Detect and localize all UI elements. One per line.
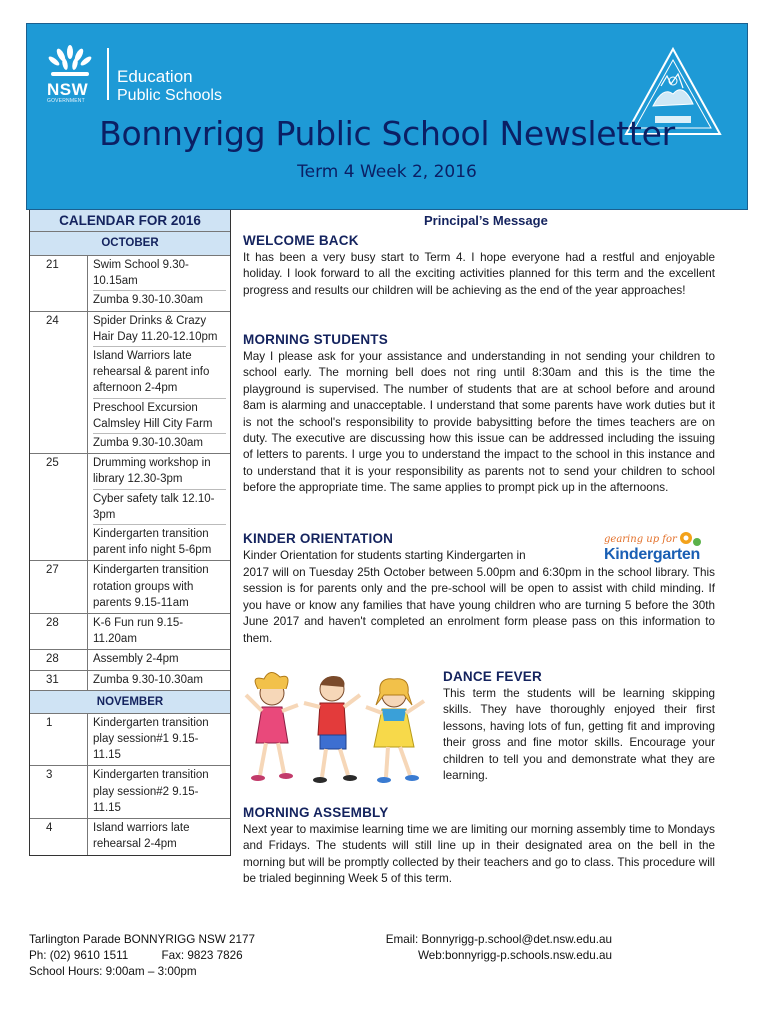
calendar-events bbox=[88, 454, 230, 560]
calendar-date: 21 bbox=[30, 256, 88, 311]
school-address: Tarlington Parade BONNYRIGG NSW 2177 bbox=[29, 933, 256, 946]
calendar-date: 1 bbox=[30, 714, 88, 766]
dance-fever-heading: DANCE FEVER bbox=[443, 669, 542, 684]
calendar-event: Kindergarten transition parent info night 5-6pm bbox=[93, 528, 212, 557]
kinder-orientation-heading: KINDER ORIENTATION bbox=[243, 531, 394, 546]
calendar-event: Spider Drinks & Crazy Hair Day 11.20-12.10pm bbox=[93, 313, 226, 347]
newsletter-header bbox=[26, 23, 748, 210]
government-wordmark: GOVERNMENT bbox=[47, 98, 85, 104]
calendar-row bbox=[30, 454, 230, 561]
calendar-row bbox=[30, 312, 230, 455]
morning-assembly-text: Next year to maximise learning time we are limiting our morning assembly time to Mondays and Fridays. The students will still line up in their designated area on the bell in the morning but will be promptly collected by their teachers and go to class. This procedure will be trialed beginning Week 5 of this term. bbox=[243, 823, 715, 886]
kinder-logo-word: Kindergarten bbox=[604, 546, 700, 563]
calendar-events bbox=[88, 256, 230, 311]
calendar-row bbox=[30, 714, 230, 767]
nsw-education-logo bbox=[41, 42, 241, 106]
morning-assembly-heading: MORNING ASSEMBLY bbox=[243, 805, 389, 820]
nsw-government-logo bbox=[41, 42, 103, 106]
kinder-logo-tagline: gearing up for bbox=[604, 534, 677, 545]
calendar-month-october: OCTOBER bbox=[30, 232, 230, 256]
newsletter-subtitle: Term 4 Week 2, 2016 bbox=[297, 162, 477, 182]
phone-fax-line bbox=[29, 948, 255, 964]
calendar-event: Kindergarten transition play session#2 9.15-11.15 bbox=[93, 769, 209, 814]
calendar-event: Swim School 9.30-10.15am bbox=[93, 257, 226, 291]
newsletter-title: Bonnyrigg Public School Newsletter bbox=[99, 114, 675, 153]
calendar-events bbox=[88, 671, 230, 690]
morning-students-text: May I please ask for your assistance and understanding in not sending your children to school early. The morning bell does not ring until 8:30am and this is the time the playground is supervised. The number of students that are at school before and around 8am is alarming and unacceptable. I understand that some parents have work duties but it is not the school's responsibility to provide babysitting before the times teachers are on duty. The executive are discussing how this issue can be addressed including the issuing of letters to parents. I urge you to understand the impact to the school in this instance and to understand that it is your responsibility as parents not to send your children to school before the appropriate time. The same applies to prompt pick up in the afternoons. bbox=[243, 350, 715, 495]
kinder-orientation-text-1: Kinder Orientation for students starting Kindergarten in bbox=[243, 549, 526, 562]
calendar-events bbox=[88, 714, 230, 766]
calendar-row bbox=[30, 256, 230, 312]
calendar-month-november: NOVEMBER bbox=[30, 690, 230, 714]
footer-contact-left bbox=[29, 932, 255, 980]
nsw-wordmark: NSW bbox=[47, 80, 89, 99]
calendar-table bbox=[29, 210, 231, 856]
calendar-event: K-6 Fun run 9.15-11.20am bbox=[93, 617, 184, 646]
calendar-events bbox=[88, 766, 230, 818]
calendar-date: 27 bbox=[30, 561, 88, 613]
calendar-event: Zumba 9.30-10.30am bbox=[93, 673, 203, 686]
calendar-event: Cyber safety talk 12.10-3pm bbox=[93, 491, 226, 525]
calendar-events bbox=[88, 312, 230, 454]
calendar-title: CALENDAR FOR 2016 bbox=[30, 210, 230, 232]
calendar-event: Island Warriors late rehearsal & parent info afternoon 2-4pm bbox=[93, 348, 226, 399]
calendar-events bbox=[88, 650, 230, 669]
school-phone: Ph: (02) 9610 1511 bbox=[29, 949, 129, 962]
kinder-orientation-text-2: 2017 will on Tuesday 25th October between 5.00pm and 6:30pm in the school library. This session is for parents only and the pre-school will be open to assist with child minding. If you have or know any families that have young children who are turning 5 before the 30th June 2017 and haven't completed an enrolment form please pass on this information to them. bbox=[243, 566, 715, 645]
principals-message-heading: Principal’s Message bbox=[424, 213, 548, 228]
calendar-date: 3 bbox=[30, 766, 88, 818]
public-schools-wordmark: Public Schools bbox=[117, 87, 222, 104]
calendar-row bbox=[30, 650, 230, 670]
welcome-back-text: It has been a very busy start to Term 4. I hope everyone had a restful and enjoyable holiday. I look forward to all the exciting activities planned for this term and the excellent progress and results our children will be achieving as the end of the year approaches! bbox=[243, 251, 715, 297]
calendar-events bbox=[88, 561, 230, 613]
calendar-event: Preschool Excursion Calmsley Hill City Farm bbox=[93, 400, 226, 434]
calendar-row bbox=[30, 766, 230, 819]
education-wordmark: Education bbox=[117, 67, 193, 86]
footer-contact-right bbox=[362, 932, 612, 964]
calendar-row bbox=[30, 614, 230, 650]
dance-fever-text: This term the students will be learning skipping skills. They have thoroughly enjoyed their first lessons, having lots of fun, getting fit and improving their gross and fine motor skills. Encourage your children to tell you and demonstrate what they are learning. bbox=[443, 687, 715, 783]
calendar-event: Zumba 9.30-10.30am bbox=[93, 294, 203, 307]
calendar-date: 25 bbox=[30, 454, 88, 560]
school-website[interactable]: Web:bonnyrigg-p.schools.nsw.edu.au bbox=[417, 949, 612, 962]
welcome-back-heading: WELCOME BACK bbox=[243, 233, 359, 248]
calendar-event: Kindergarten transition play session#1 9.15-11.15 bbox=[93, 716, 209, 762]
calendar-event: Island warriors late rehearsal 2-4pm bbox=[93, 822, 190, 851]
school-email[interactable]: Email: Bonnyrigg-p.school@det.nsw.edu.au bbox=[385, 933, 612, 946]
november-rows bbox=[30, 714, 230, 855]
logo-divider bbox=[107, 48, 109, 100]
calendar-date: 24 bbox=[30, 312, 88, 454]
calendar-row bbox=[30, 561, 230, 614]
calendar-event: Drumming workshop in library 12.30-3pm bbox=[93, 455, 226, 489]
gearing-up-kindergarten-logo bbox=[600, 530, 710, 568]
calendar-event: Zumba 9.30-10.30am bbox=[93, 437, 203, 450]
school-hours: School Hours: 9:00am – 3:00pm bbox=[29, 965, 197, 978]
calendar-date: 28 bbox=[30, 650, 88, 669]
calendar-event: Assembly 2-4pm bbox=[93, 653, 179, 666]
calendar-row bbox=[30, 671, 230, 690]
calendar-events bbox=[88, 819, 230, 854]
calendar-date: 28 bbox=[30, 614, 88, 649]
children-dancing-illustration bbox=[240, 665, 435, 793]
calendar-row bbox=[30, 819, 230, 854]
calendar-event: Kindergarten transition rotation groups with parents 9.15-11am bbox=[93, 564, 209, 609]
calendar-events bbox=[88, 614, 230, 649]
waratah-icon bbox=[47, 44, 93, 80]
morning-students-heading: MORNING STUDENTS bbox=[243, 332, 388, 347]
calendar-date: 4 bbox=[30, 819, 88, 854]
school-fax: Fax: 9823 7826 bbox=[161, 949, 243, 962]
calendar-date: 31 bbox=[30, 671, 88, 690]
october-rows bbox=[30, 256, 230, 690]
